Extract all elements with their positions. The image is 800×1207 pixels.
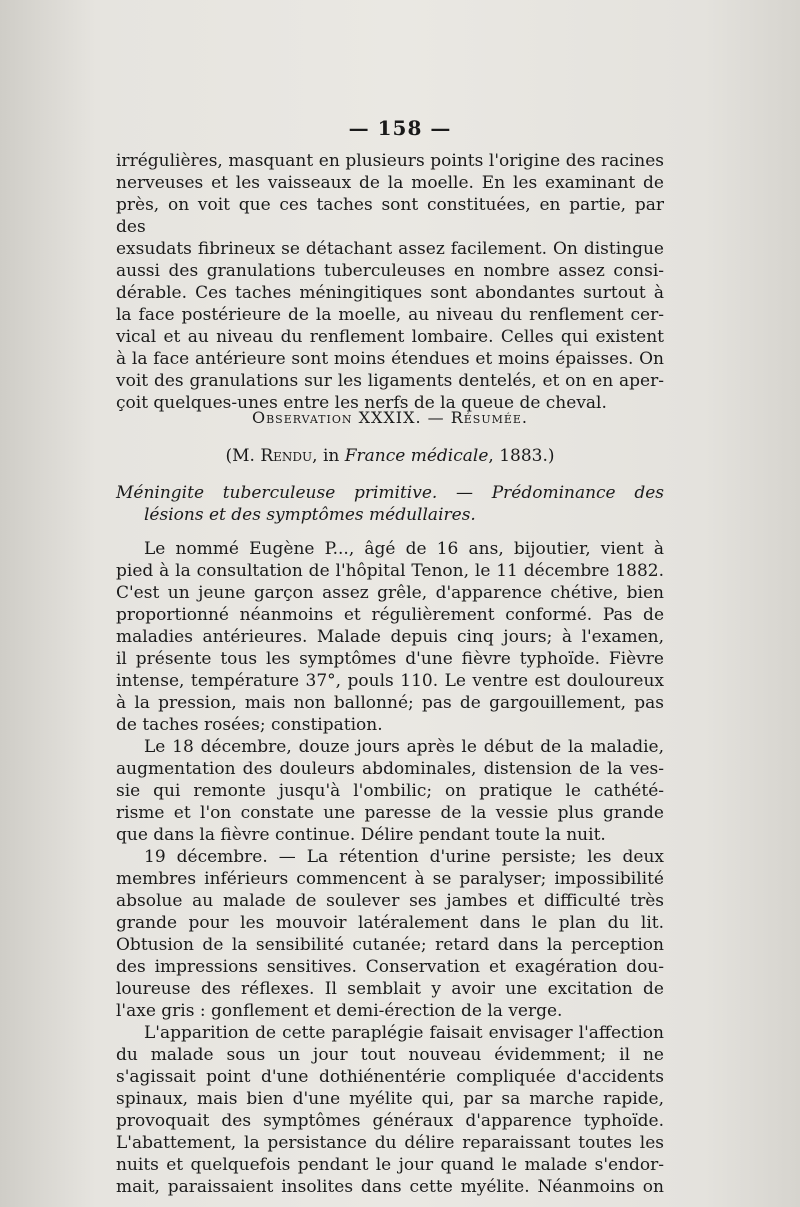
text-line: Le nommé Eugène P..., âgé de 16 ans, bijoutier, vient à xyxy=(144,539,664,559)
source-prefix: (M. xyxy=(225,446,261,466)
text-line: provoquait des symptômes généraux d'apparence typhoïde. xyxy=(116,1111,664,1131)
observation-subtitle xyxy=(116,482,664,526)
text-line: des impressions sensitives. Conservation et exagération dou- xyxy=(116,957,664,977)
text-line: de taches rosées; constipation. xyxy=(116,715,383,735)
text-line: absolue au malade de soulever ses jambes et difficulté très xyxy=(116,891,664,911)
paragraph-1 xyxy=(116,538,664,736)
text-line: L'abattement, la persistance du délire reparaissant toutes les xyxy=(116,1133,664,1153)
text-line: voit des granulations sur les ligaments dentelés, et on en aper- xyxy=(116,371,664,391)
text-line: grande pour les mouvoir latéralement dans le plan du lit. xyxy=(116,913,664,933)
text-line: il présente tous les symptômes d'une fièvre typhoïde. Fièvre xyxy=(116,649,664,669)
text-line: du malade sous un jour tout nouveau évidemment; il ne xyxy=(116,1045,664,1065)
subtitle-line: Méningite tuberculeuse primitive. — Prédominance des xyxy=(116,483,664,503)
text-line: intense, température 37°, pouls 110. Le ventre est douloureux xyxy=(116,671,664,691)
paragraph-2 xyxy=(116,736,664,846)
text-line: vical et au niveau du renflement lombaire. Celles qui existent xyxy=(116,327,664,347)
text-line: spinaux, mais bien d'une myélite qui, par sa marche rapide, xyxy=(116,1089,664,1109)
text-line: dérable. Ces taches méningitiques sont abondantes surtout à xyxy=(116,283,664,303)
text-line: que dans la fièvre continue. Délire pendant toute la nuit. xyxy=(116,825,606,845)
text-line: la face postérieure de la moelle, au niveau du renflement cer- xyxy=(116,305,664,325)
text-line: exsudats fibrineux se détachant assez facilement. On distingue xyxy=(116,239,664,259)
text-line: pied à la consultation de l'hôpital Tenon, le 11 décembre 1882. xyxy=(116,561,664,581)
page-number: — 158 — xyxy=(348,116,452,140)
text-line: nerveuses et les vaisseaux de la moelle. En les examinant de xyxy=(116,173,664,193)
text-line: C'est un jeune garçon assez grêle, d'apparence chétive, bien xyxy=(116,583,664,603)
text-line: 19 décembre. — La rétention d'urine persiste; les deux xyxy=(144,847,664,867)
text-line: s'agissait point d'une dothiénentérie compliquée d'accidents xyxy=(116,1067,664,1087)
text-line: maladies antérieures. Malade depuis cinq jours; à l'examen, xyxy=(116,627,664,647)
text-line: proportionné néanmoins et régulièrement conformé. Pas de xyxy=(116,605,664,625)
text-line: Obtusion de la sensibilité cutanée; retard dans la perception xyxy=(116,935,664,955)
text-line: aussi des granulations tuberculeuses en nombre assez consi- xyxy=(116,261,664,281)
text-line: çoit quelques-unes entre les nerfs de la queue de cheval. xyxy=(116,393,607,413)
text-line: à la pression, mais non ballonné; pas de gargouillement, pas xyxy=(116,693,664,713)
paragraph-4 xyxy=(116,1022,664,1198)
source-middle: , in xyxy=(312,446,345,466)
observation-source xyxy=(116,446,664,466)
text-line: risme et l'on constate une paresse de la vessie plus grande xyxy=(116,803,664,823)
paragraph-3 xyxy=(116,846,664,1022)
text-line: irrégulières, masquant en plusieurs points l'origine des racines xyxy=(116,151,664,171)
text-line: loureuse des réflexes. Il semblait y avoir une excitation de xyxy=(116,979,664,999)
text-line: mait, paraissaient insolites dans cette myélite. Néanmoins on xyxy=(116,1177,664,1197)
text-line: augmentation des douleurs abdominales, distension de la ves- xyxy=(116,759,664,779)
text-line: membres inférieurs commencent à se paralyser; impossibilité xyxy=(116,869,664,889)
source-author: Rendu xyxy=(260,446,313,466)
intro-paragraph xyxy=(116,150,664,414)
source-suffix: , 1883.) xyxy=(488,446,555,466)
text-line: Le 18 décembre, douze jours après le début de la maladie, xyxy=(144,737,664,757)
text-line: nuits et quelquefois pendant le jour quand le malade s'endor- xyxy=(116,1155,664,1175)
text-line: à la face antérieure sont moins étendues et moins épaisses. On xyxy=(116,349,664,369)
text-line: sie qui remonte jusqu'à l'ombilic; on pratique le cathété- xyxy=(116,781,664,801)
text-line: près, on voit que ces taches sont constituées, en partie, par des xyxy=(116,195,664,237)
source-journal: France médicale xyxy=(344,446,489,466)
subtitle-line: lésions et des symptômes médullaires. xyxy=(144,505,476,525)
text-line: L'apparition de cette paraplégie faisait envisager l'affection xyxy=(144,1023,664,1043)
text-line: l'axe gris : gonflement et demi-érection de la verge. xyxy=(116,1001,563,1021)
observation-heading: Observation XXXIX. — Résumée. xyxy=(251,408,529,427)
